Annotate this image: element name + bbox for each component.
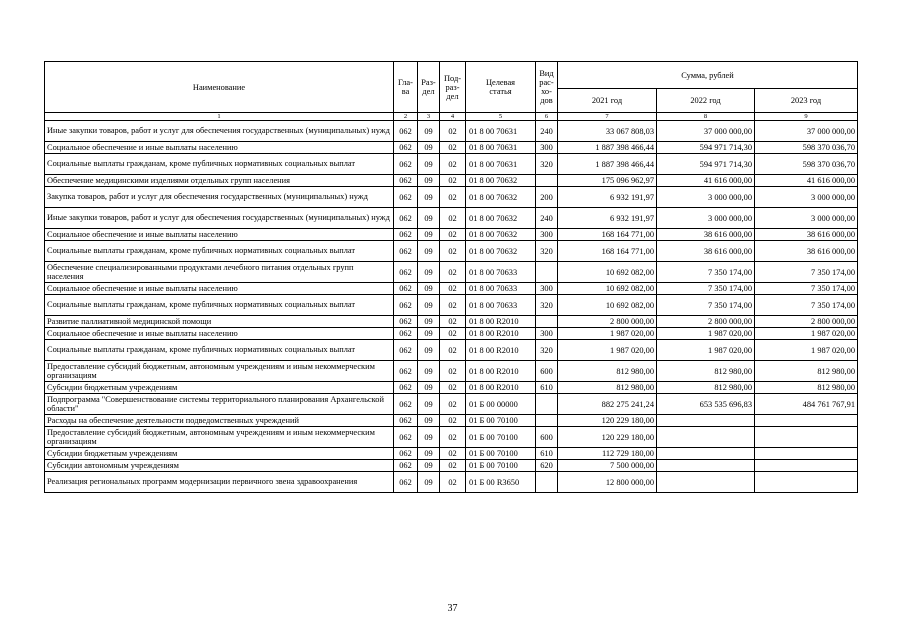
row-name: Субсидии бюджетным учреждениям <box>45 382 394 394</box>
row-glava: 062 <box>394 415 418 427</box>
table-row <box>45 394 858 415</box>
row-razdel: 09 <box>418 382 440 394</box>
row-podrazdel: 02 <box>440 460 466 472</box>
row-glava: 062 <box>394 121 418 142</box>
table-row <box>45 460 858 472</box>
row-glava: 062 <box>394 448 418 460</box>
row-target-article: 01 Б 00 00000 <box>466 394 536 415</box>
row-sum-2023: 37 000 000,00 <box>755 121 858 142</box>
row-target-article: 01 Б 00 R3650 <box>466 472 536 493</box>
table-row <box>45 340 858 361</box>
row-name: Иные закупки товаров, работ и услуг для обеспечения государственных (муниципальных) нужд <box>45 121 394 142</box>
row-sum-2023: 41 616 000,00 <box>755 175 858 187</box>
row-razdel: 09 <box>418 328 440 340</box>
row-expense-type: 600 <box>536 361 558 382</box>
row-podrazdel: 02 <box>440 283 466 295</box>
header-vid: Вид рас- хо- дов <box>536 62 558 113</box>
row-expense-type: 320 <box>536 154 558 175</box>
row-glava: 062 <box>394 394 418 415</box>
row-target-article: 01 8 00 70633 <box>466 262 536 283</box>
row-razdel: 09 <box>418 208 440 229</box>
row-sum-2021: 812 980,00 <box>558 361 657 382</box>
row-sum-2021: 6 932 191,97 <box>558 187 657 208</box>
row-razdel: 09 <box>418 175 440 187</box>
row-glava: 062 <box>394 262 418 283</box>
row-sum-2021: 120 229 180,00 <box>558 427 657 448</box>
table-row <box>45 229 858 241</box>
row-sum-2023 <box>755 460 858 472</box>
table-row <box>45 175 858 187</box>
row-sum-2022: 653 535 696,83 <box>657 394 755 415</box>
row-razdel: 09 <box>418 472 440 493</box>
row-glava: 062 <box>394 229 418 241</box>
row-name: Социальные выплаты гражданам, кроме публичных нормативных социальных выплат <box>45 295 394 316</box>
row-sum-2023: 7 350 174,00 <box>755 295 858 316</box>
row-podrazdel: 02 <box>440 340 466 361</box>
row-podrazdel: 02 <box>440 415 466 427</box>
row-expense-type: 300 <box>536 328 558 340</box>
row-podrazdel: 02 <box>440 208 466 229</box>
row-podrazdel: 02 <box>440 175 466 187</box>
table-row <box>45 382 858 394</box>
header-razdel: Раз- дел <box>418 62 440 113</box>
row-sum-2023: 484 761 767,91 <box>755 394 858 415</box>
table-row <box>45 472 858 493</box>
row-glava: 062 <box>394 283 418 295</box>
row-razdel: 09 <box>418 316 440 328</box>
row-sum-2023: 812 980,00 <box>755 382 858 394</box>
row-razdel: 09 <box>418 427 440 448</box>
row-podrazdel: 02 <box>440 472 466 493</box>
row-name: Обеспечение медицинскими изделиями отдельных групп населения <box>45 175 394 187</box>
row-target-article: 01 8 00 70631 <box>466 154 536 175</box>
row-expense-type: 200 <box>536 187 558 208</box>
row-glava: 062 <box>394 208 418 229</box>
row-sum-2023: 7 350 174,00 <box>755 262 858 283</box>
row-razdel: 09 <box>418 241 440 262</box>
row-sum-2021: 168 164 771,00 <box>558 241 657 262</box>
row-razdel: 09 <box>418 415 440 427</box>
row-razdel: 09 <box>418 187 440 208</box>
row-glava: 062 <box>394 316 418 328</box>
row-podrazdel: 02 <box>440 121 466 142</box>
row-razdel: 09 <box>418 283 440 295</box>
row-expense-type: 240 <box>536 121 558 142</box>
row-name: Закупка товаров, работ и услуг для обеспечения государственных (муниципальных) нужд <box>45 187 394 208</box>
row-expense-type: 600 <box>536 427 558 448</box>
row-sum-2021: 12 800 000,00 <box>558 472 657 493</box>
row-sum-2022: 37 000 000,00 <box>657 121 755 142</box>
row-expense-type: 320 <box>536 295 558 316</box>
table-row <box>45 262 858 283</box>
row-sum-2022: 38 616 000,00 <box>657 241 755 262</box>
table-row <box>45 241 858 262</box>
row-name: Социальные выплаты гражданам, кроме публичных нормативных социальных выплат <box>45 241 394 262</box>
table-row <box>45 187 858 208</box>
row-sum-2021: 33 067 808,03 <box>558 121 657 142</box>
row-sum-2023: 38 616 000,00 <box>755 229 858 241</box>
row-name: Предоставление субсидий бюджетным, автономным учреждениям и иным некоммерческим организациям <box>45 427 394 448</box>
row-target-article: 01 8 00 70631 <box>466 121 536 142</box>
row-expense-type: 610 <box>536 382 558 394</box>
row-glava: 062 <box>394 241 418 262</box>
row-expense-type: 610 <box>536 448 558 460</box>
header-name: Наименование <box>45 62 394 113</box>
row-target-article: 01 Б 00 70100 <box>466 460 536 472</box>
row-sum-2022: 7 350 174,00 <box>657 283 755 295</box>
row-target-article: 01 Б 00 70100 <box>466 448 536 460</box>
row-target-article: 01 8 00 70632 <box>466 175 536 187</box>
row-sum-2021: 812 980,00 <box>558 382 657 394</box>
row-target-article: 01 8 00 R2010 <box>466 328 536 340</box>
row-expense-type <box>536 316 558 328</box>
row-sum-2022 <box>657 460 755 472</box>
row-sum-2022: 594 971 714,30 <box>657 142 755 154</box>
row-sum-2021: 10 692 082,00 <box>558 295 657 316</box>
row-name: Субсидии автономным учреждениям <box>45 460 394 472</box>
row-glava: 062 <box>394 175 418 187</box>
row-sum-2022: 38 616 000,00 <box>657 229 755 241</box>
row-expense-type <box>536 472 558 493</box>
row-sum-2022: 7 350 174,00 <box>657 262 755 283</box>
header-glava: Гла- ва <box>394 62 418 113</box>
col-number: 2 <box>394 113 418 121</box>
row-sum-2021: 7 500 000,00 <box>558 460 657 472</box>
row-sum-2022: 3 000 000,00 <box>657 187 755 208</box>
row-sum-2021: 120 229 180,00 <box>558 415 657 427</box>
row-name: Иные закупки товаров, работ и услуг для обеспечения государственных (муниципальных) нужд <box>45 208 394 229</box>
table-row <box>45 361 858 382</box>
row-podrazdel: 02 <box>440 187 466 208</box>
row-name: Расходы на обеспечение деятельности подведомственных учреждений <box>45 415 394 427</box>
row-podrazdel: 02 <box>440 328 466 340</box>
row-expense-type <box>536 175 558 187</box>
row-sum-2022 <box>657 472 755 493</box>
row-glava: 062 <box>394 340 418 361</box>
row-expense-type <box>536 262 558 283</box>
row-sum-2022: 1 987 020,00 <box>657 340 755 361</box>
row-expense-type: 300 <box>536 283 558 295</box>
row-sum-2023: 2 800 000,00 <box>755 316 858 328</box>
row-razdel: 09 <box>418 154 440 175</box>
row-razdel: 09 <box>418 229 440 241</box>
row-sum-2021: 10 692 082,00 <box>558 262 657 283</box>
col-number: 6 <box>536 113 558 121</box>
row-sum-2022 <box>657 448 755 460</box>
row-target-article: 01 8 00 70633 <box>466 295 536 316</box>
row-target-article: 01 Б 00 70100 <box>466 427 536 448</box>
row-target-article: 01 8 00 70632 <box>466 208 536 229</box>
row-sum-2023 <box>755 415 858 427</box>
row-sum-2021: 175 096 962,97 <box>558 175 657 187</box>
row-glava: 062 <box>394 460 418 472</box>
row-name: Социальное обеспечение и иные выплаты населению <box>45 283 394 295</box>
row-sum-2021: 2 800 000,00 <box>558 316 657 328</box>
row-expense-type <box>536 415 558 427</box>
row-name: Предоставление субсидий бюджетным, автономным учреждениям и иным некоммерческим организациям <box>45 361 394 382</box>
row-sum-2023: 3 000 000,00 <box>755 187 858 208</box>
row-name: Обеспечение специализированными продуктами лечебного питания отдельных групп населения <box>45 262 394 283</box>
row-sum-2021: 882 275 241,24 <box>558 394 657 415</box>
col-number: 1 <box>45 113 394 121</box>
row-target-article: 01 8 00 R2010 <box>466 382 536 394</box>
row-name: Социальное обеспечение и иные выплаты населению <box>45 142 394 154</box>
row-razdel: 09 <box>418 448 440 460</box>
row-podrazdel: 02 <box>440 142 466 154</box>
col-number: 3 <box>418 113 440 121</box>
row-sum-2022: 2 800 000,00 <box>657 316 755 328</box>
row-razdel: 09 <box>418 361 440 382</box>
row-sum-2023: 1 987 020,00 <box>755 328 858 340</box>
row-glava: 062 <box>394 142 418 154</box>
table-row <box>45 142 858 154</box>
row-sum-2021: 10 692 082,00 <box>558 283 657 295</box>
row-name: Развитие паллиативной медицинской помощи <box>45 316 394 328</box>
col-number: 8 <box>657 113 755 121</box>
row-expense-type: 620 <box>536 460 558 472</box>
row-expense-type: 300 <box>536 229 558 241</box>
row-sum-2021: 1 987 020,00 <box>558 328 657 340</box>
table-row <box>45 427 858 448</box>
row-sum-2021: 1 887 398 466,44 <box>558 142 657 154</box>
col-number: 7 <box>558 113 657 121</box>
row-podrazdel: 02 <box>440 229 466 241</box>
row-sum-2022 <box>657 415 755 427</box>
row-razdel: 09 <box>418 121 440 142</box>
row-sum-2022 <box>657 427 755 448</box>
row-sum-2022: 812 980,00 <box>657 382 755 394</box>
table-row <box>45 316 858 328</box>
row-name: Субсидии бюджетным учреждениям <box>45 448 394 460</box>
row-sum-2023 <box>755 427 858 448</box>
row-sum-2023: 7 350 174,00 <box>755 283 858 295</box>
row-podrazdel: 02 <box>440 394 466 415</box>
row-glava: 062 <box>394 154 418 175</box>
row-sum-2023: 3 000 000,00 <box>755 208 858 229</box>
row-expense-type: 320 <box>536 241 558 262</box>
row-podrazdel: 02 <box>440 262 466 283</box>
row-sum-2022: 1 987 020,00 <box>657 328 755 340</box>
row-expense-type: 240 <box>536 208 558 229</box>
row-podrazdel: 02 <box>440 361 466 382</box>
row-glava: 062 <box>394 295 418 316</box>
row-sum-2023: 598 370 036,70 <box>755 142 858 154</box>
row-podrazdel: 02 <box>440 154 466 175</box>
row-name: Подпрограмма "Совершенствование системы территориального планирования Архангельской области" <box>45 394 394 415</box>
col-number: 4 <box>440 113 466 121</box>
row-name: Социальное обеспечение и иные выплаты населению <box>45 328 394 340</box>
row-sum-2023: 812 980,00 <box>755 361 858 382</box>
row-podrazdel: 02 <box>440 448 466 460</box>
row-target-article: 01 8 00 R2010 <box>466 361 536 382</box>
row-sum-2023 <box>755 448 858 460</box>
row-glava: 062 <box>394 472 418 493</box>
row-glava: 062 <box>394 382 418 394</box>
row-target-article: 01 8 00 R2010 <box>466 316 536 328</box>
column-number-row <box>45 113 858 121</box>
row-podrazdel: 02 <box>440 241 466 262</box>
row-target-article: 01 8 00 70631 <box>466 142 536 154</box>
row-sum-2023: 598 370 036,70 <box>755 154 858 175</box>
row-sum-2021: 1 987 020,00 <box>558 340 657 361</box>
row-razdel: 09 <box>418 394 440 415</box>
row-sum-2022: 7 350 174,00 <box>657 295 755 316</box>
row-name: Социальное обеспечение и иные выплаты населению <box>45 229 394 241</box>
row-name: Социальные выплаты гражданам, кроме публичных нормативных социальных выплат <box>45 340 394 361</box>
row-target-article: 01 8 00 70632 <box>466 241 536 262</box>
header-sum: Сумма, рублей <box>558 62 858 89</box>
row-razdel: 09 <box>418 460 440 472</box>
row-sum-2021: 112 729 180,00 <box>558 448 657 460</box>
table-row <box>45 415 858 427</box>
row-razdel: 09 <box>418 262 440 283</box>
header-year-2021: 2021 год <box>558 89 657 113</box>
col-number: 5 <box>466 113 536 121</box>
row-expense-type: 320 <box>536 340 558 361</box>
row-sum-2021: 1 887 398 466,44 <box>558 154 657 175</box>
row-sum-2022: 3 000 000,00 <box>657 208 755 229</box>
header-podrazdel: Под- раз- дел <box>440 62 466 113</box>
row-target-article: 01 8 00 70632 <box>466 187 536 208</box>
table-row <box>45 295 858 316</box>
row-name: Реализация региональных программ модернизации первичного звена здравоохранения <box>45 472 394 493</box>
budget-table <box>44 61 858 493</box>
row-expense-type: 300 <box>536 142 558 154</box>
row-podrazdel: 02 <box>440 427 466 448</box>
col-number: 9 <box>755 113 858 121</box>
row-sum-2022: 41 616 000,00 <box>657 175 755 187</box>
row-glava: 062 <box>394 187 418 208</box>
row-podrazdel: 02 <box>440 295 466 316</box>
table-row <box>45 328 858 340</box>
row-sum-2023 <box>755 472 858 493</box>
row-target-article: 01 8 00 70633 <box>466 283 536 295</box>
row-sum-2021: 6 932 191,97 <box>558 208 657 229</box>
row-glava: 062 <box>394 361 418 382</box>
row-podrazdel: 02 <box>440 316 466 328</box>
row-podrazdel: 02 <box>440 382 466 394</box>
row-sum-2023: 1 987 020,00 <box>755 340 858 361</box>
page-number: 37 <box>447 603 458 614</box>
table-row <box>45 154 858 175</box>
row-sum-2021: 168 164 771,00 <box>558 229 657 241</box>
row-razdel: 09 <box>418 340 440 361</box>
row-glava: 062 <box>394 328 418 340</box>
table-row <box>45 448 858 460</box>
header-year-2022: 2022 год <box>657 89 755 113</box>
table-row <box>45 208 858 229</box>
row-razdel: 09 <box>418 295 440 316</box>
row-glava: 062 <box>394 427 418 448</box>
header-csr: Целевая статья <box>466 62 536 113</box>
row-target-article: 01 8 00 R2010 <box>466 340 536 361</box>
row-target-article: 01 Б 00 70100 <box>466 415 536 427</box>
row-expense-type <box>536 394 558 415</box>
row-name: Социальные выплаты гражданам, кроме публичных нормативных социальных выплат <box>45 154 394 175</box>
table-row <box>45 121 858 142</box>
row-razdel: 09 <box>418 142 440 154</box>
row-sum-2023: 38 616 000,00 <box>755 241 858 262</box>
table-row <box>45 283 858 295</box>
header-year-2023: 2023 год <box>755 89 858 113</box>
row-sum-2022: 594 971 714,30 <box>657 154 755 175</box>
row-target-article: 01 8 00 70632 <box>466 229 536 241</box>
row-sum-2022: 812 980,00 <box>657 361 755 382</box>
